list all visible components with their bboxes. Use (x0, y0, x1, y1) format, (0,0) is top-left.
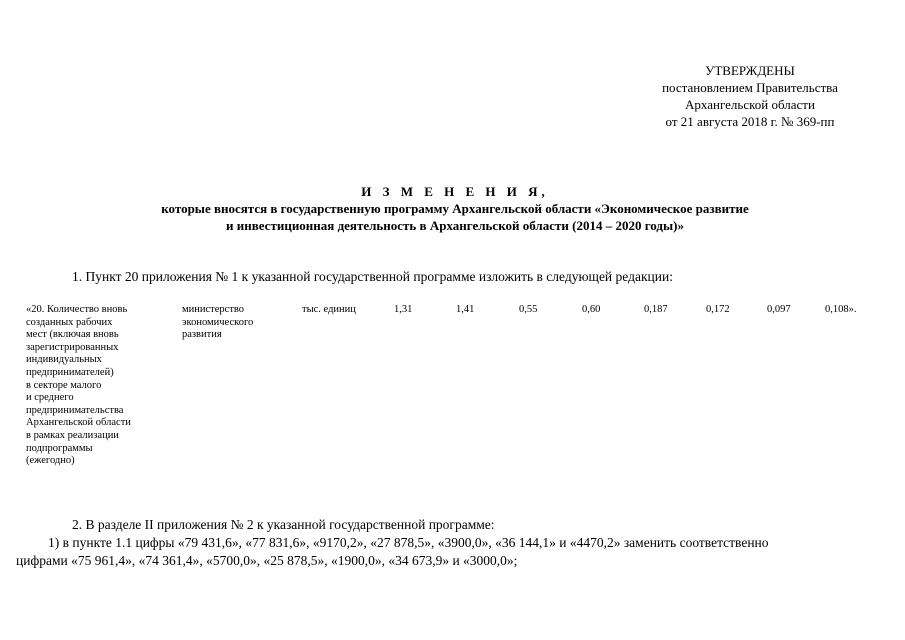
indicator-name-line: созданных рабочих (26, 316, 113, 328)
value-cell: 1,41 (456, 304, 475, 315)
approval-line-3: Архангельской области (685, 97, 815, 112)
responsible-line: развития (182, 329, 222, 341)
indicator-name-line: и среднего (26, 392, 74, 404)
indicator-name-cell (26, 304, 176, 468)
value-cell: 0,60 (582, 304, 601, 315)
value-cell: 0,108». (825, 304, 857, 315)
indicator-name-line: индивидуальных (26, 354, 102, 366)
value-cell: 0,097 (767, 304, 791, 315)
approval-date: от 21 августа 2018 г. № 369-пп (665, 114, 835, 129)
document-title (40, 183, 870, 234)
paragraph-3: 1) в пункте 1.1 цифры «79 431,6», «77 831,6», «9170,2», «27 878,5», «3900,0», «36 144,1» и «4470,2» заменить соответственно (48, 535, 769, 550)
indicator-name-line: (ежегодно) (26, 455, 75, 467)
indicator-name-line: предпринимателей) (26, 366, 114, 378)
paragraph-1: 1. Пункт 20 приложения № 1 к указанной государственной программе изложить в следующей редакции: (72, 269, 673, 284)
paragraph-2: 2. В разделе II приложения № 2 к указанной государственной программе: (72, 517, 495, 532)
indicator-name-line: Архангельской области (26, 417, 131, 429)
approval-line-2: постановлением Правительства (662, 80, 838, 95)
indicator-name-line: мест (включая вновь (26, 329, 119, 341)
paragraph-4: цифрами «75 961,4», «74 361,4», «5700,0», «25 878,5», «1900,0», «34 673,9» и «3000,0»; (16, 553, 518, 568)
indicator-name-line: подпрограммы (26, 442, 93, 454)
value-cell: 0,55 (519, 304, 538, 315)
approval-title: УТВЕРЖДЕНЫ (705, 63, 795, 78)
approval-stamp (600, 62, 900, 130)
indicator-name-line: в секторе малого (26, 379, 102, 391)
title-line-2: которые вносятся в государственную программу Архангельской области «Экономическое развитие (161, 201, 749, 216)
responsible-line: экономического (182, 316, 254, 328)
title-line-3: и инвестиционная деятельность в Архангельской области (2014 – 2020 годы)» (226, 218, 684, 233)
indicator-name-line: в рамках реализации (26, 429, 119, 441)
value-cell: 0,187 (644, 304, 668, 315)
title-heading: И З М Е Н Е Н И Я, (361, 184, 549, 199)
value-cell: 1,31 (394, 304, 413, 315)
indicator-name-line: предпринимательства (26, 404, 124, 416)
indicator-name-line: «20. Количество вновь (26, 304, 128, 315)
indicator-name-line: зарегистрированных (26, 341, 119, 353)
value-cell: 0,172 (706, 304, 730, 315)
responsible-cell (182, 304, 292, 342)
unit-cell: тыс. единиц (302, 304, 356, 315)
responsible-line: министерство (182, 304, 245, 315)
